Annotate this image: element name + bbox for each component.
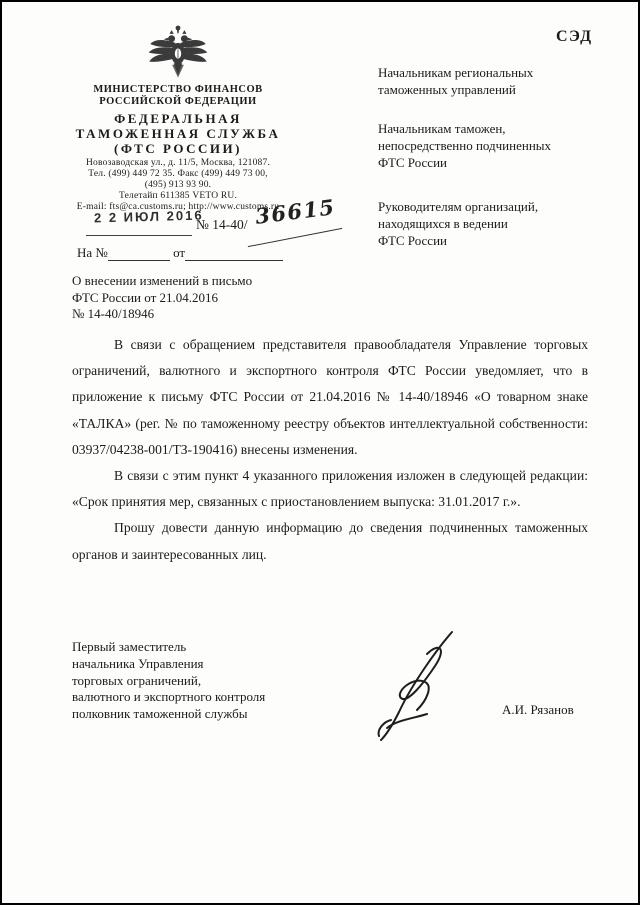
subject-line: О внесении изменений в письмо [72, 273, 253, 288]
addressee-line: непосредственно подчиненных [378, 138, 552, 153]
incoming-reference-line [77, 245, 283, 261]
incoming-date-blank [185, 248, 283, 261]
contact-line: Новозаводская ул., д. 11/5, Москва, 121087. [85, 158, 271, 168]
addressee-line: Начальникам региональных [378, 65, 534, 80]
signer-position-line: Первый заместитель [72, 639, 187, 654]
body-paragraph-2: В связи с этим пункт 4 указанного приложения изложен в следующей редакции: «Срок принятия мер, связанных с приостановлением выпуска: 31.01.2017 г.». [72, 468, 588, 510]
date-stamp: 2 2 ИЮЛ 2016 [93, 207, 204, 226]
agency-line: ФЕДЕРАЛЬНАЯ [114, 111, 242, 126]
agency-line: ТАМОЖЕННАЯ СЛУЖБА [75, 126, 281, 141]
addressee-block-2 [378, 120, 606, 171]
sed-label: СЭД [556, 28, 593, 45]
addressee-line: ФТС России [378, 155, 447, 170]
addressee-line: Руководителям организаций, [378, 199, 539, 214]
incoming-na-label: На № [77, 245, 108, 260]
contact-line: Тел. (499) 449 72 35. Факс (499) 449 73 00, [88, 169, 268, 179]
signer-position-line: валютного и экспортного контроля [72, 689, 266, 705]
ministry-line: РОССИЙСКОЙ ФЕДЕРАЦИИ [99, 96, 257, 107]
handwritten-signature [357, 624, 477, 749]
contact-line: (495) 913 93 90. [144, 180, 212, 190]
signer-position-line: полковник таможенной службы [72, 706, 248, 722]
contact-line: E-mail: fts@ca.customs.ru; http://www.customs.ru [76, 202, 280, 212]
agency-line: (ФТС РОССИИ) [114, 141, 242, 156]
outgoing-number-prefix: № 14-40/ [196, 217, 248, 232]
addressee-line: таможенных управлений [378, 82, 516, 97]
addressee-line: находящихся в ведении [378, 216, 508, 231]
ministry-line: МИНИСТЕРСТВО ФИНАНСОВ [93, 84, 263, 95]
agency-name [30, 111, 326, 156]
addressee-block-3 [378, 198, 606, 249]
ministry-name [30, 84, 326, 108]
subject-line: № 14-40/18946 [72, 306, 155, 321]
incoming-number-blank [108, 248, 170, 261]
signer-position-line: начальника Управления [72, 655, 204, 671]
subject-line: ФТС России от 21.04.2016 [72, 289, 219, 305]
addressee-line: Начальникам таможен, [378, 121, 506, 136]
contact-line: Телетайп 611385 VETO RU. [118, 191, 238, 201]
incoming-ot-label: от [173, 245, 186, 260]
addressee-block-1 [378, 64, 606, 98]
signer-name: А.И. Рязанов [502, 702, 574, 717]
letter-body [72, 332, 588, 568]
signer-position-line: торговых ограничений, [72, 672, 202, 688]
date-underline [86, 235, 192, 236]
signer-position-block [72, 639, 265, 723]
coat-of-arms-icon [146, 22, 210, 82]
body-paragraph-3: Прошу довести данную информацию до сведения подчиненных таможенных органов и заинтересованных лиц. [72, 520, 588, 562]
handwritten-number: 36615 [253, 194, 337, 229]
addressee-line: ФТС России [378, 233, 447, 248]
subject-block [72, 273, 332, 323]
body-paragraph-1: В связи с обращением представителя правообладателя Управление торговых ограничений, валютного и экспортного контроля ФТС России уведомляет, что в приложение к письму ФТС России от 21.04.2016 № 14-40/18946 «О товарном знаке «ТАЛКА» (рег. № по таможенному реестру объектов интеллектуальной собственности: 03937/04238-001/ТЗ-190416) внесены изменения. [72, 337, 588, 457]
